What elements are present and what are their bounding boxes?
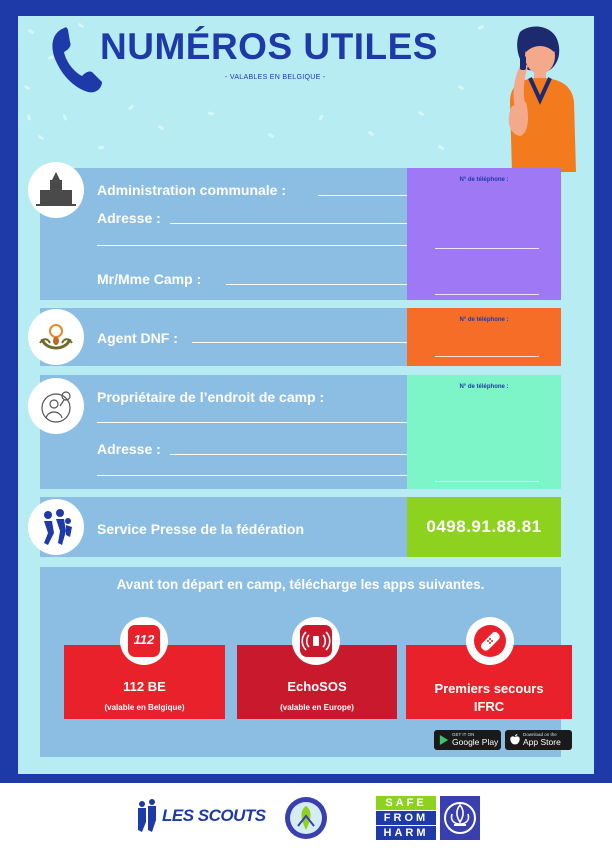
admin-phone-line-2[interactable] xyxy=(435,294,539,295)
hunting-horn-oak-icon xyxy=(36,317,76,357)
les-scouts-logo xyxy=(134,796,266,836)
fleur-de-lis-icon xyxy=(440,796,480,840)
town-hall-icon xyxy=(36,170,76,210)
owner-circle xyxy=(28,378,84,434)
dnf-phone-box xyxy=(407,308,561,366)
owner-address-input-line[interactable] xyxy=(170,454,410,455)
apps-panel xyxy=(40,567,561,757)
owner-phone-line[interactable] xyxy=(435,481,539,482)
admin-label: Administration communale : xyxy=(97,182,287,198)
google-play-badge[interactable] xyxy=(434,730,501,750)
scout-badge-logo xyxy=(284,796,328,840)
owner-input-line[interactable] xyxy=(97,422,410,423)
safe-from-harm-line-2: FROM xyxy=(376,811,436,825)
press-panel xyxy=(40,497,407,557)
press-phone-number[interactable]: 0498.91.88.81 xyxy=(407,497,561,557)
dnf-phone-line[interactable] xyxy=(435,356,539,357)
app-premiers-secours-name-2: IFRC xyxy=(473,699,505,714)
dnf-panel xyxy=(40,308,407,366)
admin-phone-box xyxy=(407,168,561,300)
safe-from-harm-line-1: SAFE xyxy=(376,796,436,810)
press-circle xyxy=(28,499,84,555)
camp-contact-label: Mr/Mme Camp : xyxy=(97,271,202,287)
owner-address-label: Adresse : xyxy=(97,441,161,457)
apple-icon xyxy=(510,734,520,745)
world-scouting-logo xyxy=(440,796,480,840)
camp-contact-input-line[interactable] xyxy=(226,284,410,285)
app-premiers-secours-name: Premiers secours xyxy=(434,681,544,696)
app-echosos-name: EchoSOS xyxy=(287,679,347,694)
owner-label: Propriétaire de l’endroit de camp : xyxy=(97,389,325,405)
app-112-name: 112 BE xyxy=(123,679,166,694)
dnf-phone-label: N° de téléphone : xyxy=(459,317,509,323)
press-label: Service Presse de la fédération xyxy=(97,521,304,537)
phone-icon xyxy=(48,24,106,94)
scouts-logo-text: LES SCOUTS xyxy=(162,806,266,825)
address-input-line-2[interactable] xyxy=(97,245,410,246)
landowner-key-icon xyxy=(36,386,76,426)
dnf-label: Agent DNF : xyxy=(97,330,178,346)
signal-waves-icon xyxy=(300,625,332,657)
admin-phone-line-1[interactable] xyxy=(435,248,539,249)
dnf-input-line[interactable] xyxy=(192,342,410,343)
112-icon-text: 112 xyxy=(133,632,155,647)
owner-address-input-line-2[interactable] xyxy=(97,475,410,476)
safe-from-harm-line-3: HARM xyxy=(376,826,436,840)
person-on-phone-illustration xyxy=(492,22,576,172)
google-play-text: Google Play xyxy=(452,737,499,747)
app-112-sub: (valable en Belgique) xyxy=(104,703,185,712)
apps-intro: Avant ton départ en camp, télécharge les apps suivantes. xyxy=(116,577,485,592)
dnf-circle xyxy=(28,309,84,365)
owner-phone-box xyxy=(407,375,561,489)
admin-phone-label: N° de téléphone : xyxy=(459,177,509,183)
google-play-small-text: GET IT ON xyxy=(452,732,475,737)
owner-phone-label: N° de téléphone : xyxy=(459,384,509,390)
admin-input-line[interactable] xyxy=(318,195,410,196)
app-store-small-text: Download on the xyxy=(523,732,557,737)
page-title: NUMÉROS UTILES xyxy=(100,26,438,67)
owner-panel xyxy=(40,375,407,489)
address-label: Adresse : xyxy=(97,210,161,226)
scouts-running-icon xyxy=(36,507,76,547)
admin-panel xyxy=(40,168,407,300)
echosos-app-icon[interactable] xyxy=(292,617,340,665)
google-play-icon xyxy=(439,735,449,745)
app-store-text: App Store xyxy=(523,737,561,747)
page-subtitle: - VALABLES EN BELGIQUE - xyxy=(225,74,326,81)
bandage-app-icon[interactable] xyxy=(466,617,514,665)
112-app-icon[interactable] xyxy=(120,617,168,665)
safe-from-harm-logo xyxy=(376,796,436,840)
app-echosos-sub: (valable en Europe) xyxy=(280,703,354,712)
address-input-line[interactable] xyxy=(170,223,410,224)
bandage-icon xyxy=(474,625,506,657)
app-store-badge[interactable] xyxy=(505,730,572,750)
town-hall-circle xyxy=(28,162,84,218)
